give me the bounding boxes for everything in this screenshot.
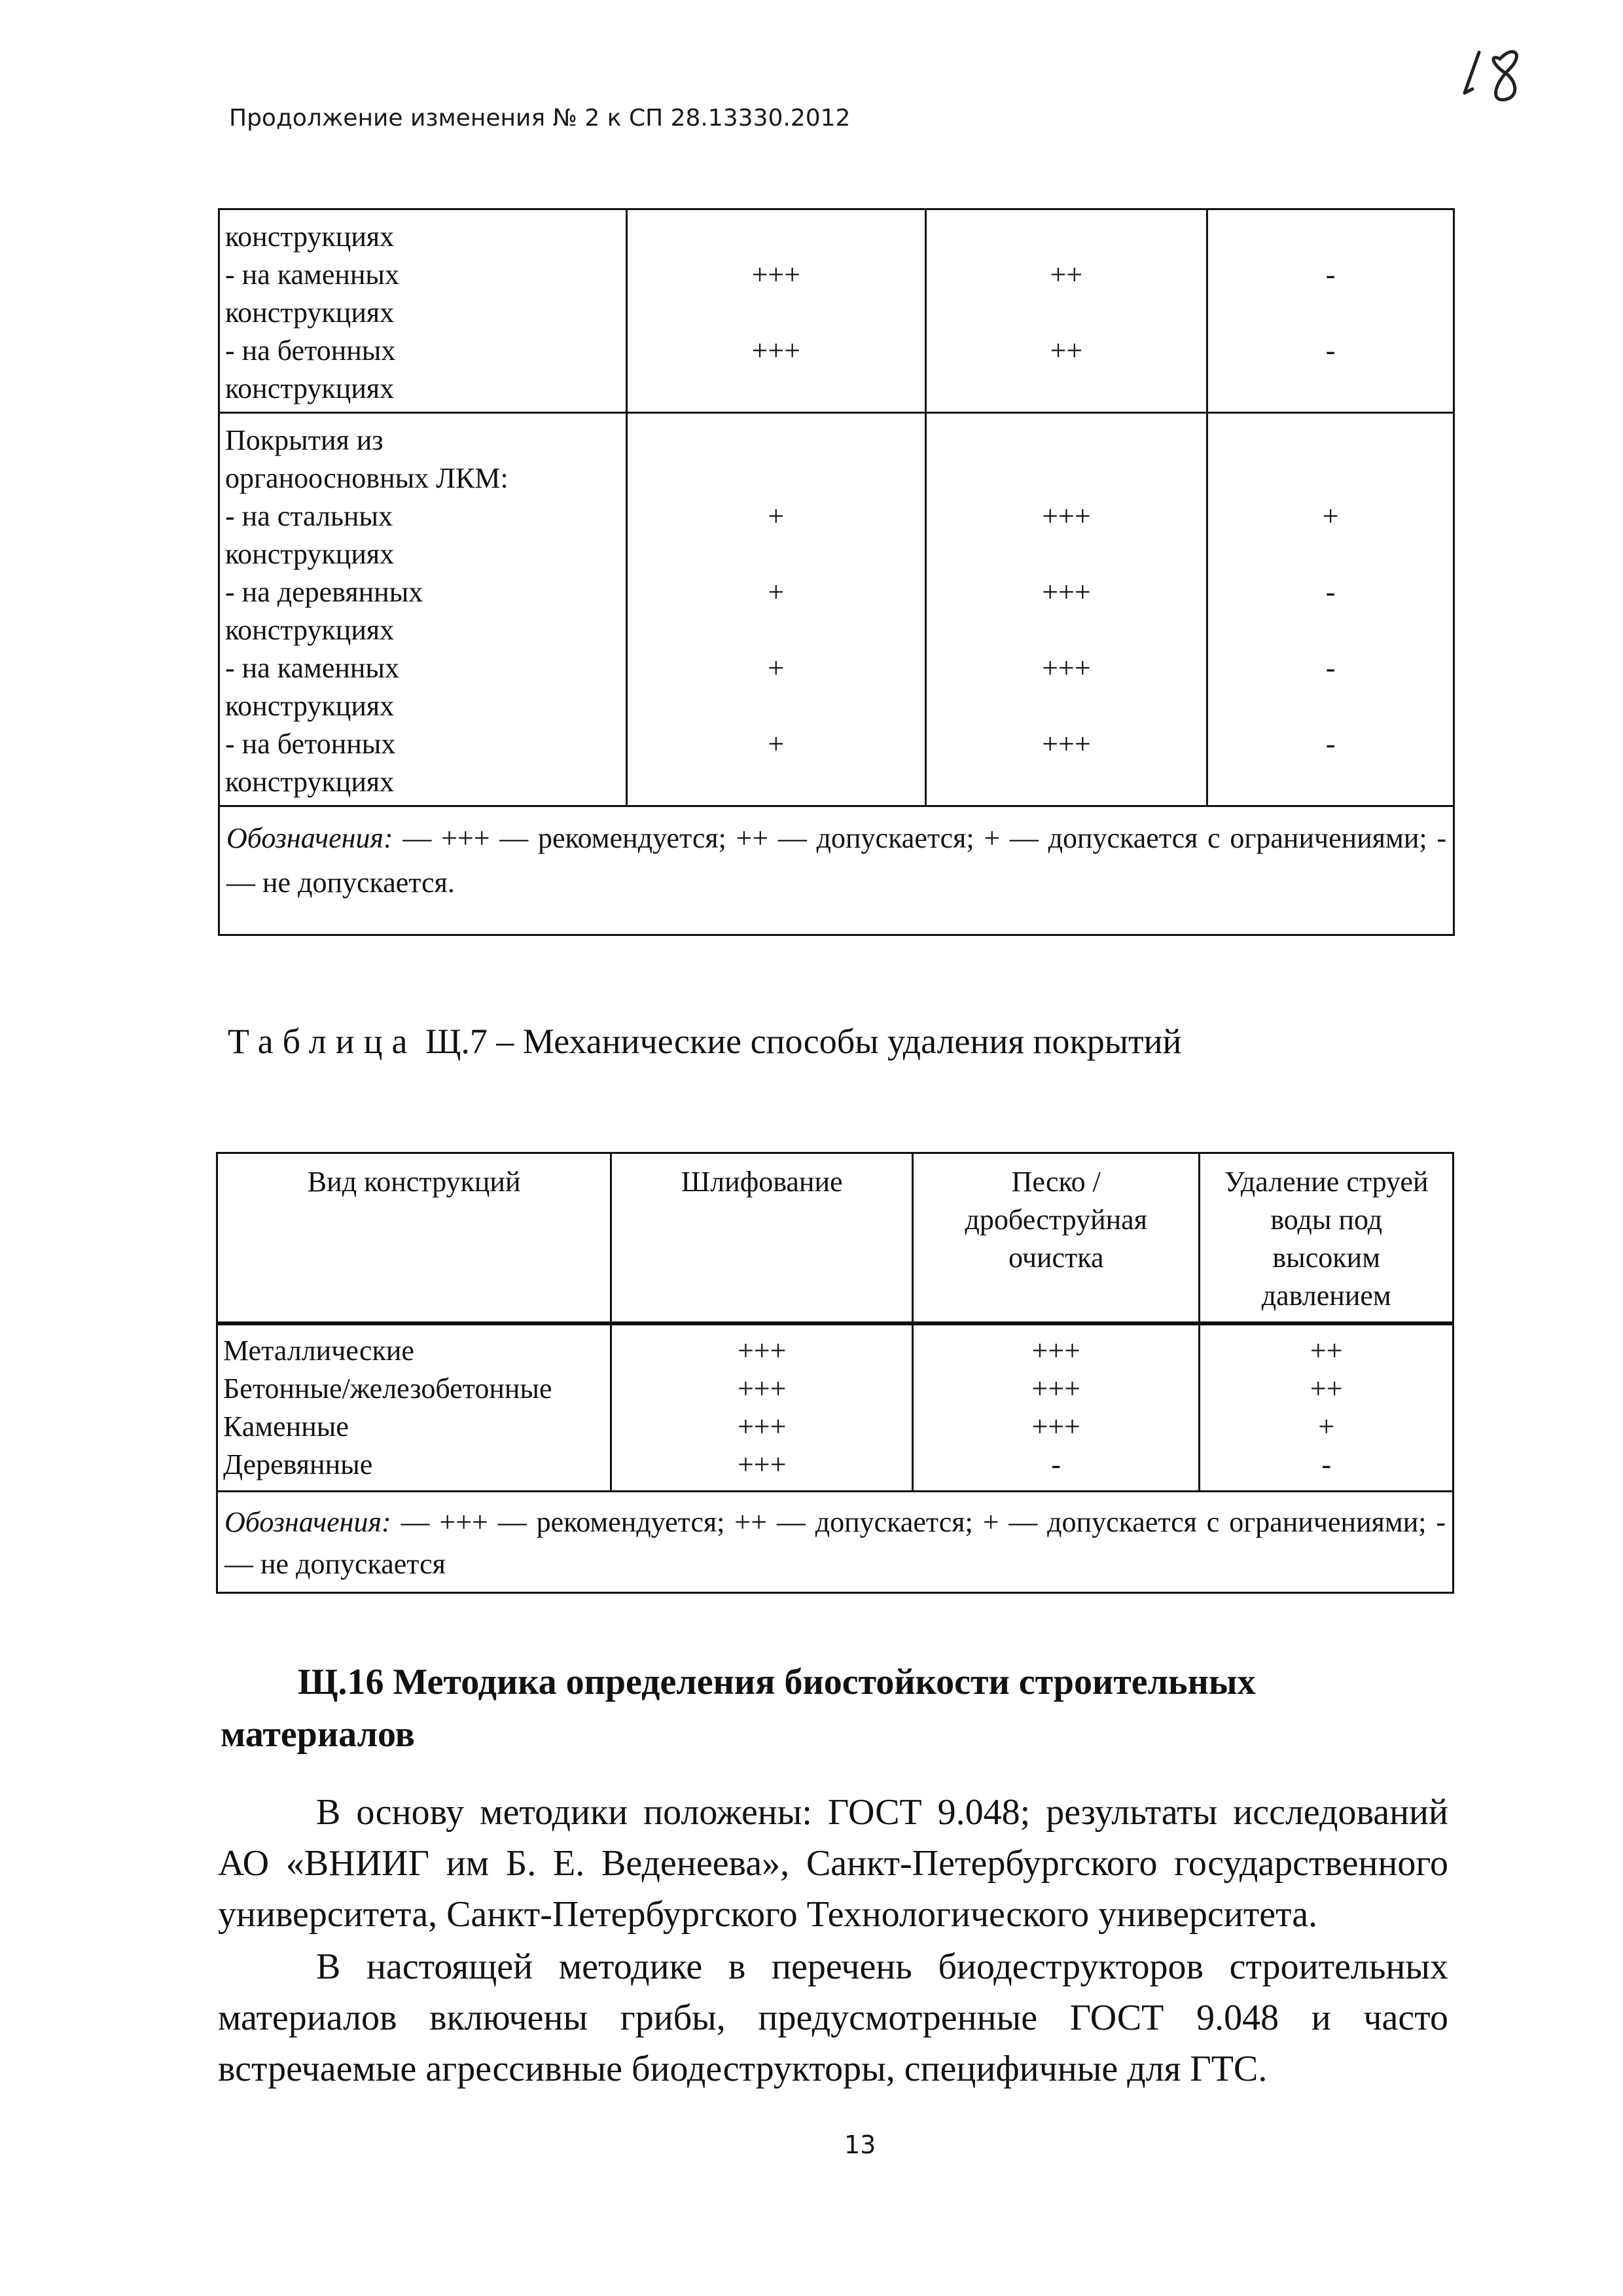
mark: +++ [737, 1448, 787, 1480]
handwritten-page-number [1453, 39, 1531, 111]
header-line: Вид конструкций [307, 1166, 521, 1198]
notes-label: Обозначения: [224, 1506, 391, 1538]
mark: + [768, 728, 785, 760]
mark: +++ [751, 259, 801, 291]
row-name: Металлические [223, 1335, 414, 1367]
cell-line: конструкциях [225, 296, 395, 329]
mark [628, 218, 925, 256]
caption-prefix: Таблица [228, 1022, 417, 1061]
mark: - [1321, 1448, 1332, 1480]
table-row [219, 413, 1454, 806]
cell-line: конструкциях [225, 614, 395, 646]
mark [1208, 459, 1453, 497]
mark [628, 294, 925, 332]
grinding-cell [611, 1323, 913, 1492]
mark: - [1325, 334, 1336, 367]
legend-notes [219, 806, 1454, 935]
table-row [219, 209, 1454, 413]
column-header [611, 1153, 913, 1324]
mark: ++ [1310, 1372, 1343, 1405]
header-line: высоким [1272, 1242, 1381, 1274]
page-number: 13 [844, 2130, 876, 2159]
mark: - [1325, 728, 1336, 760]
mark [927, 370, 1207, 408]
mark: +++ [1031, 1335, 1080, 1367]
mark: +++ [1031, 1410, 1080, 1443]
table-row [217, 1323, 1454, 1492]
cell-line: конструкциях [225, 766, 395, 798]
mark [628, 422, 925, 459]
document-header: Продолжение изменения № 2 к СП 28.13330.2012 [229, 105, 851, 132]
mark [1208, 687, 1453, 725]
mark: - [1051, 1448, 1061, 1480]
mark [628, 535, 925, 573]
marks-cell [627, 209, 926, 413]
cell-line: - на стальных [225, 500, 393, 532]
continuation-table [218, 208, 1455, 936]
header-line: очистка [1008, 1242, 1104, 1274]
mark [927, 535, 1207, 573]
mark [927, 459, 1207, 497]
column-header [1200, 1153, 1454, 1324]
cell-line: Покрытия из [225, 424, 383, 456]
cell-line: - на каменных [225, 259, 399, 291]
table-row [217, 1492, 1454, 1593]
row-name: Деревянные [223, 1448, 373, 1480]
mark: +++ [737, 1372, 787, 1405]
cell-line: - на бетонных [225, 728, 396, 760]
heading-line: Щ.16 Методика определения биостойкости строительных [298, 1662, 1256, 1702]
mark: + [768, 576, 785, 608]
table-t7 [216, 1152, 1454, 1594]
cell-line: - на бетонных [225, 334, 396, 367]
cell-line: конструкциях [225, 690, 395, 722]
mark: ++ [1050, 334, 1083, 367]
marks-cell [1207, 209, 1454, 413]
group-label-cell [219, 413, 627, 806]
construction-types-cell [217, 1323, 611, 1492]
mark [628, 370, 925, 408]
mark [1208, 294, 1453, 332]
paragraph: В основу методики положены: ГОСТ 9.048; результаты исследований АО «ВНИИГ им Б. Е. Веденеева», Санкт-Петербургского государственного университета, Санкт-Петербургского Технологического университета. [218, 1792, 1448, 1935]
mark: +++ [1042, 728, 1091, 760]
mark [1208, 611, 1453, 649]
table-row [219, 806, 1454, 935]
mark: +++ [1042, 576, 1091, 608]
mark [927, 763, 1207, 801]
cell-line: конструкциях [225, 538, 395, 570]
mark [927, 687, 1207, 725]
water-jet-cell [1200, 1323, 1454, 1492]
mark [628, 763, 925, 801]
group-label-cell [219, 209, 627, 413]
mark [1208, 370, 1453, 408]
header-line: Песко / [1011, 1166, 1101, 1198]
mark [1208, 218, 1453, 256]
mark: +++ [737, 1410, 787, 1443]
caption-text: Щ.7 – Механические способы удаления покрытий [416, 1022, 1182, 1061]
mark [927, 611, 1207, 649]
cell-line: конструкциях [225, 221, 395, 253]
mark [927, 422, 1207, 459]
mark [628, 611, 925, 649]
notes-text: — +++ — рекомендуется; ++ — допускается; + — допускается с ограничениями; - — не допускается. [226, 822, 1446, 899]
mark: +++ [751, 334, 801, 367]
table-header-row [217, 1153, 1454, 1324]
mark [628, 687, 925, 725]
mark: +++ [1042, 500, 1091, 532]
mark: + [768, 652, 785, 684]
mark: ++ [1050, 259, 1083, 291]
cell-line: - на деревянных [225, 576, 423, 608]
header-line: Удаление струей [1224, 1166, 1429, 1198]
mark: ++ [1310, 1335, 1343, 1367]
mark: +++ [737, 1335, 787, 1367]
marks-cell [925, 413, 1207, 806]
row-name: Бетонные/железобетонные [223, 1372, 552, 1405]
marks-cell [627, 413, 926, 806]
header-line: дробеструйная [965, 1204, 1147, 1236]
mark: - [1325, 259, 1336, 291]
mark [1208, 763, 1453, 801]
marks-cell [1207, 413, 1454, 806]
section-heading [221, 1656, 1410, 1761]
mark: +++ [1031, 1372, 1080, 1405]
header-line: Шлифование [681, 1166, 843, 1198]
mark: + [1318, 1410, 1335, 1443]
mark: - [1325, 652, 1336, 684]
header-line: воды под [1270, 1204, 1383, 1236]
table-caption [228, 1021, 1181, 1062]
cell-line: органоосновных ЛКМ: [225, 462, 508, 494]
column-header [913, 1153, 1200, 1324]
mark: + [1322, 500, 1339, 532]
mark [927, 218, 1207, 256]
legend-notes [217, 1492, 1454, 1593]
cell-line: конструкциях [225, 372, 395, 404]
notes-label: Обозначения: [226, 822, 393, 854]
marks-cell [925, 209, 1207, 413]
paragraph: В настоящей методике в перечень биодеструкторов строительных материалов включены грибы, предусмотренные ГОСТ 9.048 и часто встречаемые агрессивные биодеструкторы, специфичные для ГТС. [218, 1946, 1448, 2089]
cell-line: - на каменных [225, 652, 399, 684]
heading-line: материалов [221, 1714, 415, 1755]
mark [927, 294, 1207, 332]
row-name: Каменные [223, 1410, 349, 1443]
mark: - [1325, 576, 1336, 608]
mark: +++ [1042, 652, 1091, 684]
mark [1208, 422, 1453, 459]
mark [1208, 535, 1453, 573]
notes-text: — +++ — рекомендуется; ++ — допускается; + — допускается с ограничениями; - — не допускается [224, 1506, 1446, 1580]
header-line: давлением [1261, 1280, 1391, 1312]
column-header [217, 1153, 611, 1324]
mark [628, 459, 925, 497]
blasting-cell [913, 1323, 1200, 1492]
mark: + [768, 500, 785, 532]
